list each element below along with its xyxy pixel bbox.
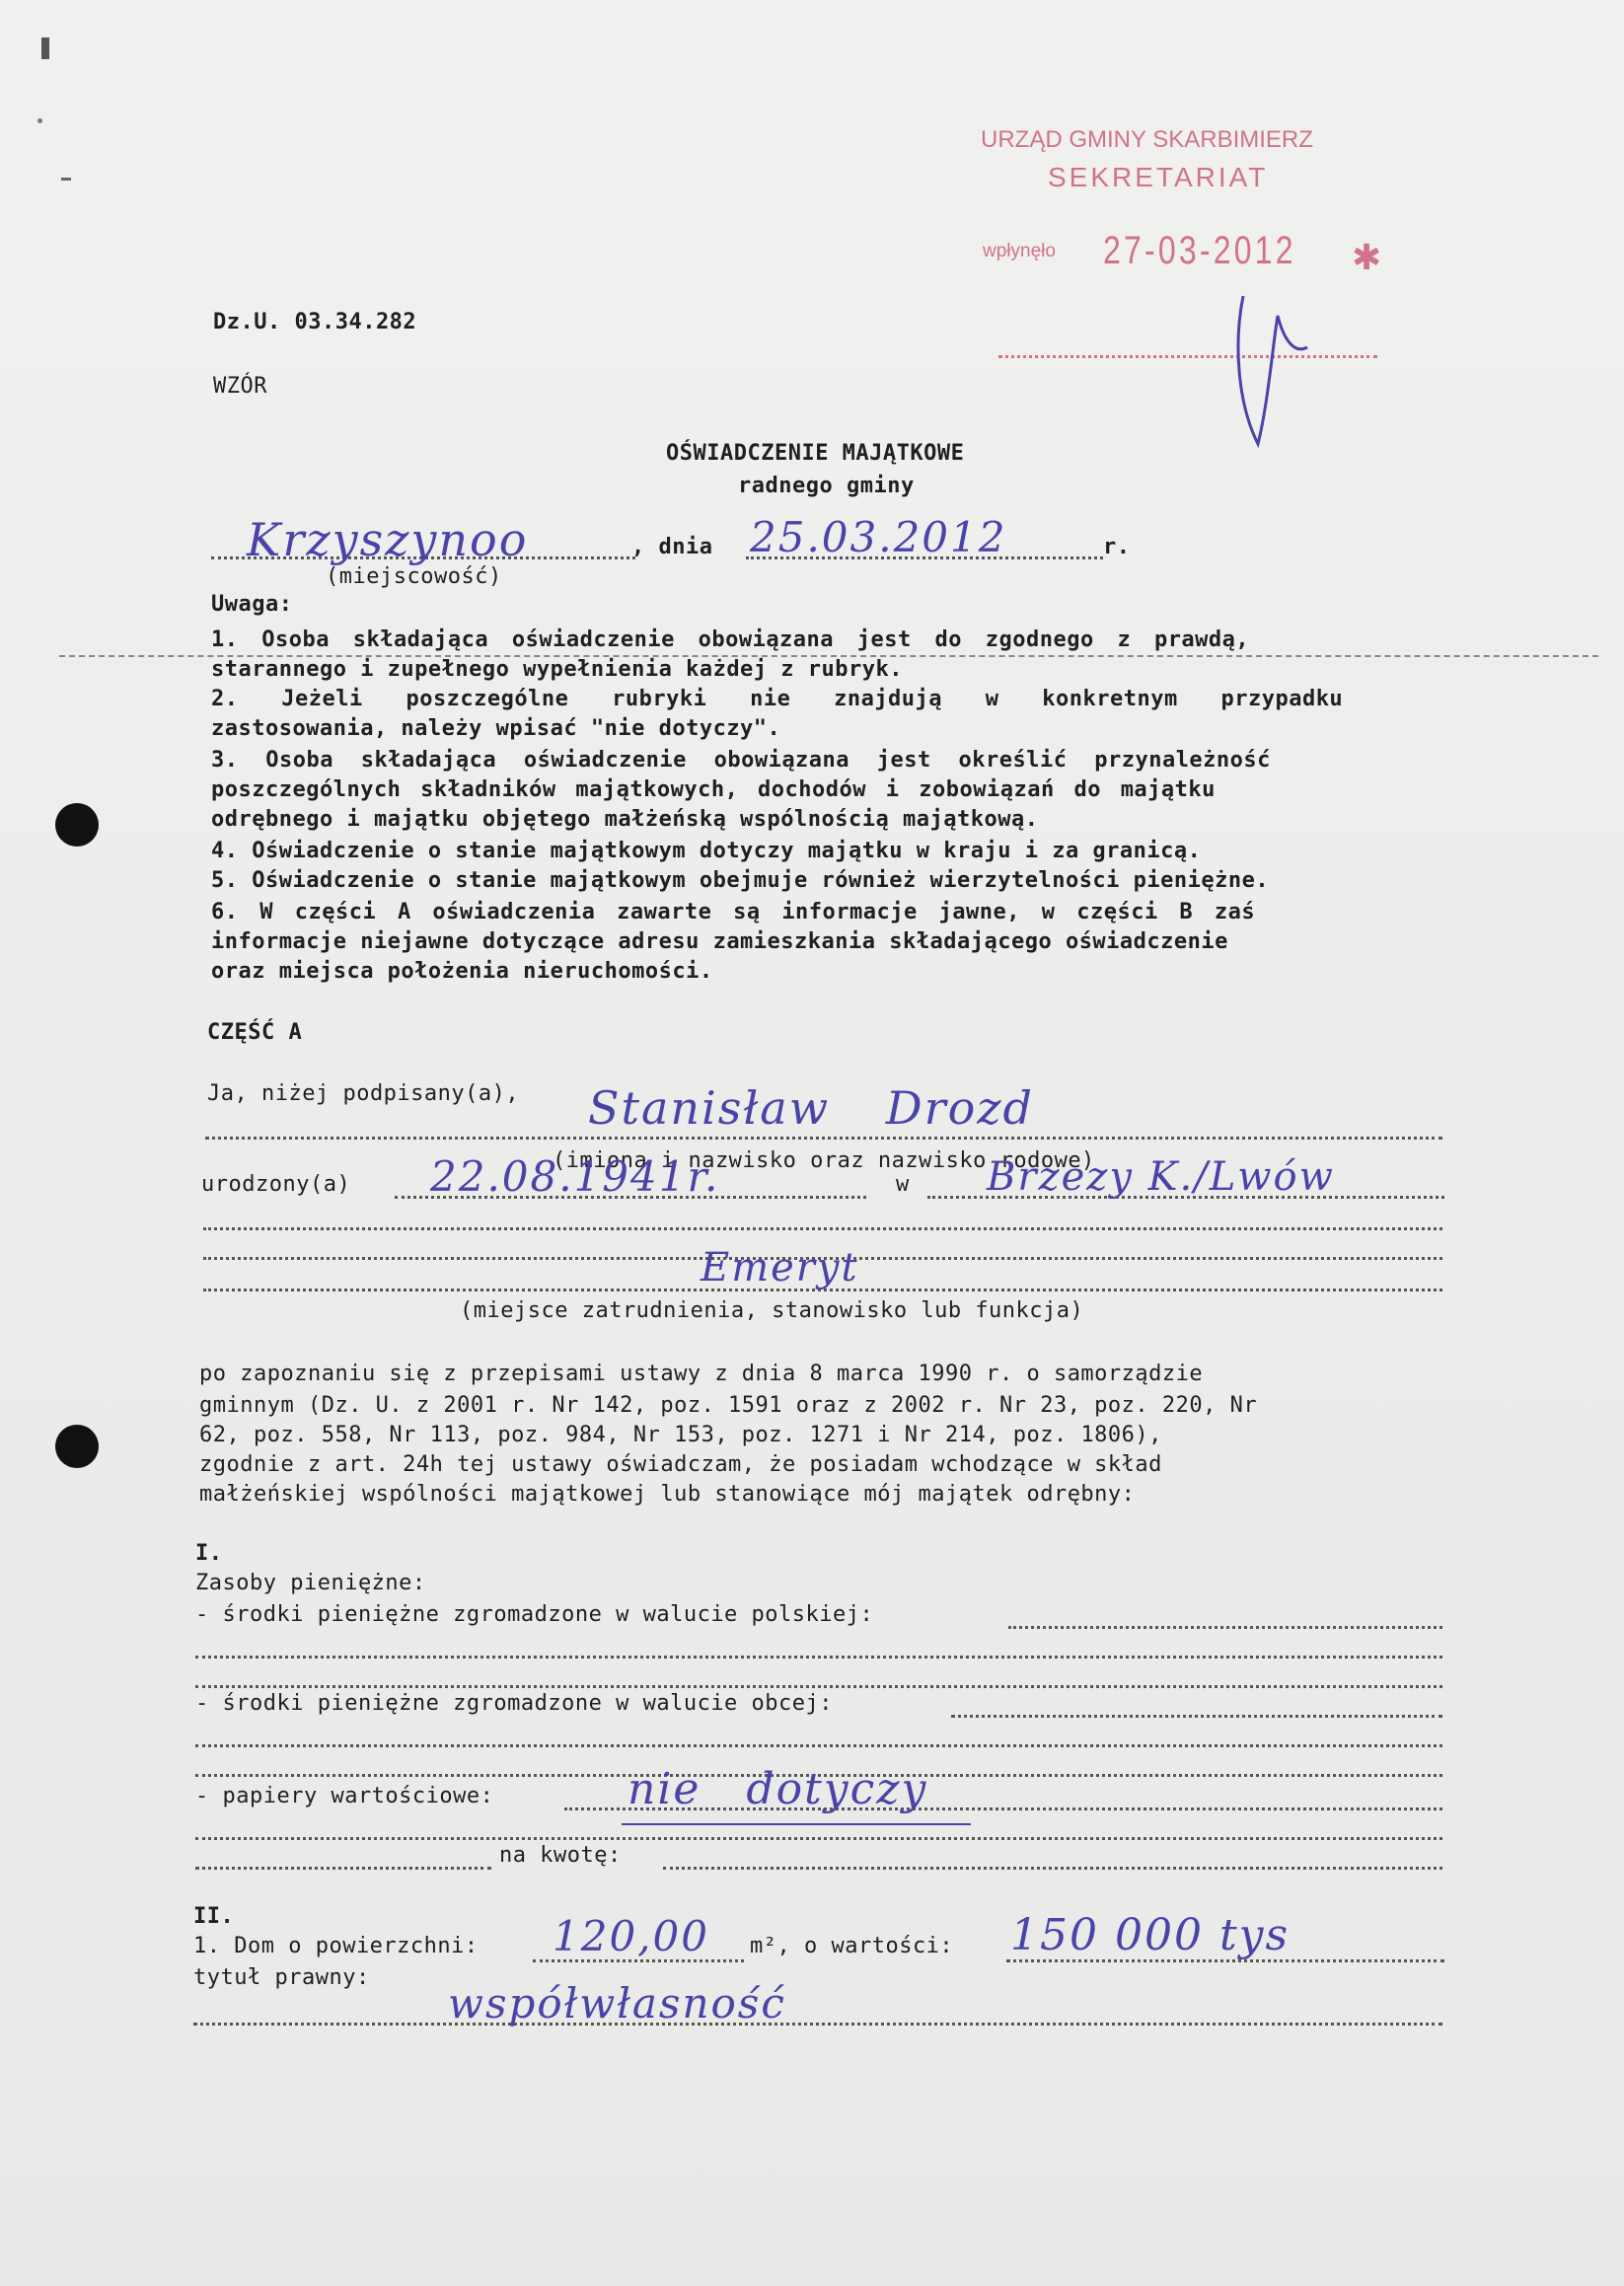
statement-line: 62, poz. 558, Nr 113, poz. 984, Nr 153, poz. 1271 i Nr 214, poz. 1806), xyxy=(199,1423,1162,1447)
stamp-office: URZĄD GMINY SKARBIMIERZ xyxy=(981,126,1313,153)
scan-mark xyxy=(37,118,42,123)
foreign-dotted-line xyxy=(951,1715,1442,1718)
scan-mark xyxy=(41,37,49,59)
note-line: 3. Osoba składająca oświadczenie obowiązana jest określić przynależność xyxy=(211,748,1271,773)
statement-line: po zapoznaniu się z przepisami ustawy z dnia 8 marca 1990 r. o samorządzie xyxy=(199,1362,1204,1386)
born-label: urodzony(a) xyxy=(201,1172,351,1197)
note-line: odrębnego i majątku objętego małżeńską wspólnością majątkową. xyxy=(211,807,1039,832)
page-subtitle: radnego gminy xyxy=(738,474,915,498)
amount-dotted-line xyxy=(195,1867,491,1870)
name-value: Stanisław Drozd xyxy=(588,1081,1034,1135)
legal-reference: Dz.U. 03.34.282 xyxy=(213,310,417,334)
title-dotted-line xyxy=(193,2023,1442,2026)
note-line: oraz miejsca położenia nieruchomości. xyxy=(211,959,713,984)
born-date-value: 22.08.1941r. xyxy=(430,1152,720,1201)
pln-dotted-line xyxy=(1008,1626,1442,1629)
securities-value: nie dotyczy xyxy=(627,1764,928,1814)
securities-underline xyxy=(622,1823,971,1825)
house-area-value: 120,00 xyxy=(553,1912,709,1960)
note-line: 6. W części A oświadczenia zawarte są informacje jawne, w części B zaś xyxy=(211,900,1256,924)
punch-hole xyxy=(55,803,99,847)
note-line: 4. Oświadczenie o stanie majątkowym dotyczy majątku w kraju i za granicą. xyxy=(211,839,1202,863)
page-title: OŚWIADCZENIE MAJĄTKOWE xyxy=(666,441,965,466)
section-ii-number: II. xyxy=(193,1904,235,1929)
area-unit: m², o wartości: xyxy=(750,1934,954,1958)
amount-dotted-line xyxy=(663,1867,1442,1870)
note-line: informacje niejawne dotyczące adresu zamieszkania składającego oświadczenie xyxy=(211,929,1228,954)
wzor-label: WZÓR xyxy=(213,374,267,399)
notes-heading: Uwaga: xyxy=(211,592,293,617)
foreign-dotted-line xyxy=(195,1744,1442,1747)
signed-label: Ja, niżej podpisany(a), xyxy=(207,1081,520,1106)
house-value: 150 000 tys xyxy=(1010,1910,1291,1960)
note-line: 1. Osoba składająca oświadczenie obowiązana jest do zgodnego z prawdą, xyxy=(211,627,1250,652)
foreign-label: - środki pieniężne zgromadzone w walucie obcej: xyxy=(195,1691,834,1716)
house-label: 1. Dom o powierzchni: xyxy=(193,1934,479,1958)
scan-mark xyxy=(61,178,71,181)
job-value: Emeryt xyxy=(701,1245,859,1290)
place-caption: (miejscowość) xyxy=(326,564,502,589)
securities-dotted-line xyxy=(195,1837,1442,1840)
statement-line: gminnym (Dz. U. z 2001 r. Nr 142, poz. 1591 oraz z 2002 r. Nr 23, poz. 220, Nr xyxy=(199,1393,1258,1418)
signature-mark xyxy=(1223,286,1312,454)
statement-line: zgodnie z art. 24h tej ustawy oświadczam, że posiadam wchodzące w skład xyxy=(199,1452,1162,1477)
stamp-department: SEKRETARIAT xyxy=(1048,162,1269,192)
place-value: Krzyszynoo xyxy=(247,513,529,566)
stamp-received-label: wpłynęło xyxy=(983,241,1056,261)
date-suffix: r. xyxy=(1103,535,1131,559)
stamp-dotted-line xyxy=(998,355,1377,358)
date-label: , dnia xyxy=(631,535,713,559)
statement-line: małżeńskiej wspólności majątkowej lub stanowiące mój majątek odrębny: xyxy=(199,1482,1136,1507)
section-i-number: I. xyxy=(195,1541,223,1566)
note-line: 5. Oświadczenie o stanie majątkowym obejmuje również wierzytelności pieniężne. xyxy=(211,868,1270,893)
name-caption: (imiona i nazwisko oraz nazwisko rodowe) xyxy=(553,1148,1095,1173)
note-line: zastosowania, należy wpisać "nie dotyczy". xyxy=(211,716,781,741)
amount-label: na kwotę: xyxy=(499,1843,622,1868)
extra-dotted-line xyxy=(203,1227,1442,1230)
part-a-heading: CZĘŚĆ A xyxy=(207,1020,303,1045)
section-i-heading: Zasoby pieniężne: xyxy=(195,1571,426,1595)
pln-dotted-line xyxy=(195,1656,1442,1659)
born-place-value: Brzezy K./Lwów xyxy=(987,1154,1335,1200)
date-value: 25.03.2012 xyxy=(750,513,1007,561)
pln-dotted-line xyxy=(195,1685,1442,1688)
name-dotted-line xyxy=(205,1137,1442,1140)
title-value: współwłasność xyxy=(448,1979,786,2028)
born-in-label: w xyxy=(896,1172,910,1197)
stamp-star-icon: ✱ xyxy=(1352,237,1382,277)
stamp-received-date: 27-03-2012 xyxy=(1103,229,1296,272)
title-label: tytuł prawny: xyxy=(193,1965,370,1990)
note-line: 2. Jeżeli poszczególne rubryki nie znajdują w konkretnym przypadku xyxy=(211,687,1344,711)
securities-label: - papiery wartościowe: xyxy=(195,1784,494,1808)
pln-label: - środki pieniężne zgromadzone w walucie polskiej: xyxy=(195,1602,874,1627)
note-line: starannego i zupełnego wypełnienia każdej z rubryk. xyxy=(211,657,904,682)
note-line: poszczególnych składników majątkowych, dochodów i zobowiązań do majątku xyxy=(211,777,1216,802)
job-caption: (miejsce zatrudnienia, stanowisko lub funkcja) xyxy=(460,1298,1084,1323)
punch-hole xyxy=(55,1425,99,1468)
